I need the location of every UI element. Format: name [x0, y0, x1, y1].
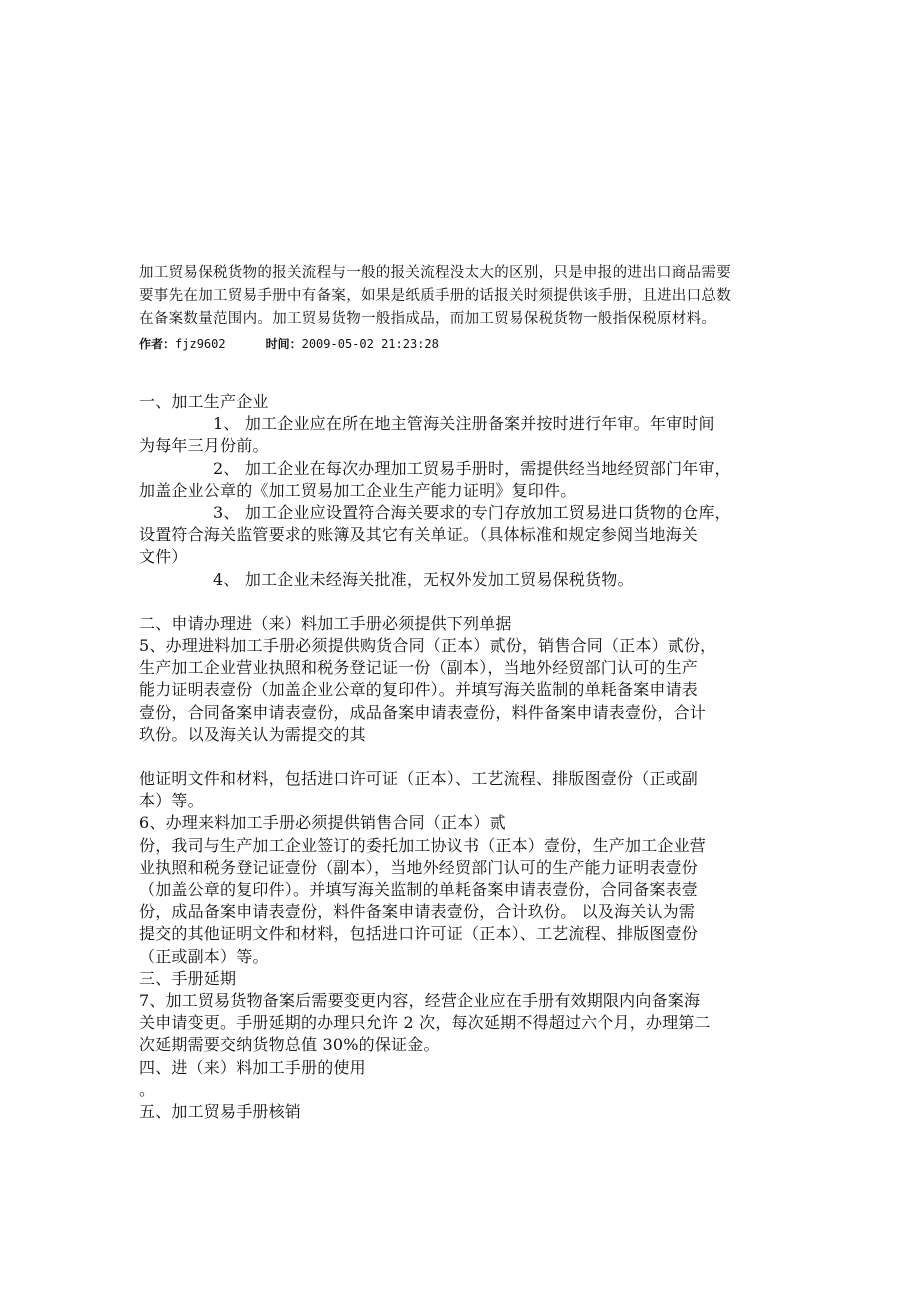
- section-heading: 五、加工贸易手册核销: [139, 1102, 302, 1122]
- list-item: 2、 加工企业在每次办理加工贸易手册时，需提供经当地经贸部门年审，: [213, 458, 731, 478]
- section-heading: 三、手册延期: [139, 968, 237, 988]
- time-label: 时间：: [265, 337, 302, 351]
- paragraph-line: 他证明文件和材料，包括进口许可证（正本）、工艺流程、排版图壹份（正或副: [139, 769, 699, 789]
- list-item: 4、 加工企业未经海关批准，无权外发加工贸易保税货物。: [213, 569, 634, 589]
- paragraph-line: 玖份。以及海关认为需提交的其: [139, 724, 366, 744]
- paragraph-line: 份，成品备案申请表壹份，料件备案申请表壹份，合计玖份。 以及海关认为需: [139, 902, 696, 922]
- paragraph-line: 能力证明表壹份（加盖企业公章的复印件）。并填写海关监制的单耗备案申请表: [139, 680, 699, 700]
- list-item: 1、 加工企业应在所在地主管海关注册备案并按时进行年审。年审时间: [213, 414, 715, 434]
- paragraph-line: 次延期需要交纳货物总值 30%的保证金。: [139, 1035, 440, 1055]
- paragraph-line: （加盖公章的复印件）。并填写海关监制的单耗备案申请表壹份，合同备案表壹: [139, 880, 699, 900]
- author-name: fjz9602: [175, 337, 226, 351]
- paragraph-line: 生产加工企业营业执照和税务登记证一份（副本），当地外经贸部门认可的生产: [139, 658, 699, 678]
- section-heading: 一、加工生产企业: [139, 392, 269, 411]
- section-heading: 四、进（来）料加工手册的使用: [139, 1057, 366, 1077]
- list-item-continuation: 为每年三月份前。: [139, 436, 269, 456]
- author-label: 作者：: [139, 337, 176, 351]
- section-heading: 二、申请办理进（来）料加工手册必须提供下列单据: [139, 613, 512, 633]
- paragraph-line: 提交的其他证明文件和材料，包括进口许可证（正本）、工艺流程、排版图壹份: [139, 924, 699, 944]
- paragraph-line: 业执照和税务登记证壹份（副本），当地外经贸部门认可的生产能力证明表壹份: [139, 857, 699, 877]
- intro-line: 要事先在加工贸易手册中有备案，如果是纸质手册的话报关时须提供该手册，且进出口总数: [139, 288, 731, 304]
- list-item: 3、 加工企业应设置符合海关要求的专门存放加工贸易进口货物的仓库，: [213, 503, 731, 523]
- intro-line: 加工贸易保税货物的报关流程与一般的报关流程没太大的区别，只是申报的进出口商品需要: [139, 265, 731, 281]
- intro-line: 在备案数量范围内。加工贸易货物一般指成品，而加工贸易保税货物一般指保税原材料。: [139, 311, 717, 327]
- list-item-continuation: 文件）: [139, 547, 188, 567]
- post-meta: [139, 335, 799, 353]
- paragraph-line: 5、办理进料加工手册必须提供购货合同（正本）贰份，销售合同（正本）贰份，: [139, 636, 717, 656]
- paragraph-line: 份，我司与生产加工企业签订的委托加工协议书（正本）壹份，生产加工企业营: [139, 835, 707, 855]
- document-body: [139, 262, 799, 1123]
- list-item-continuation: 设置符合海关监管要求的账簿及其它有关单证。（具体标准和规定参阅当地海关: [139, 525, 699, 545]
- post-time: 2009-05-02 21:23:28: [301, 337, 439, 351]
- paragraph-line: 关申请变更。手册延期的办理只允许 2 次，每次延期不得超过六个月，办理第二: [139, 1013, 711, 1033]
- paragraph-line: 6、办理来料加工手册必须提供销售合同（正本）贰: [139, 813, 506, 833]
- paragraph-line: 壹份，合同备案申请表壹份，成品备案申请表壹份，料件备案申请表壹份，合计: [139, 702, 707, 722]
- list-item-continuation: 加盖企业公章的《加工贸易加工企业生产能力证明》复印件。: [139, 480, 577, 500]
- intro-paragraph: [139, 262, 799, 331]
- paragraph-line: 。: [139, 1079, 156, 1099]
- paragraph-line: 本）等。: [139, 791, 204, 811]
- article-content: [139, 369, 799, 1123]
- paragraph-line: 7、加工贸易货物备案后需要变更内容，经营企业应在手册有效期限内向备案海: [139, 991, 701, 1011]
- paragraph-line: （正或副本）等。: [139, 946, 269, 966]
